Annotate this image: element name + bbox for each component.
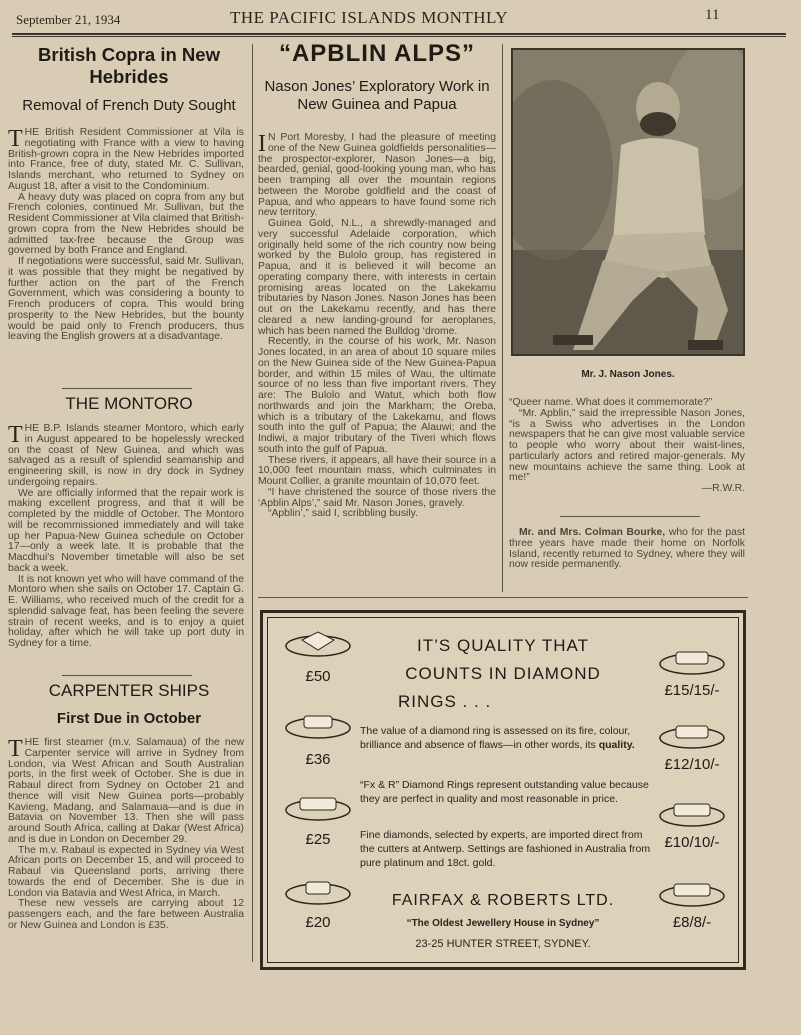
carpenter-article: THE first steamer (m.v. Salamaua) of the new Carpenter service will arrive in Sydney from London, via West African and South Australian ports, in the first week of October. She is due in Rabaul direct from Sydney on October 21 and thence will visit New Guinea ports—probably Kavieng, Madang, and Salamaua—and is due in Batavia on November 13. Then she will pass around South Africa, calling at Dakar (West Africa) and is due in London on December 29. The m.v. Rabaul is expected in Sydney via West African ports on December 15, and will proceed to Rabaul via Queensland ports, arriving there towards the end of December. She is due in London via Batavia and West Africa, in March. These new vessels are carrying about 12 passengers each, and the fare between Australia or New Guinea and London is £35. [8,736,244,931]
diamond-ring-advertisement [260,610,746,970]
ring-icon [652,644,732,684]
copra-headline: British Copra in New Hebrides [38,44,220,87]
ring-price: £8/8/- [672,914,712,931]
carpenter-headline: CARPENTER SHIPS [48,681,210,700]
ad-paragraph-value: The value of a diamond ring is assessed on its fire, colour, brilliance and absence of flaws—in other words, its quality. [360,725,635,751]
alps-headline: “APBLIN ALPS” [278,40,476,67]
alps-dropcap: I [258,131,266,157]
issue-date: September 21, 1934 [16,12,121,27]
ad-headline-1: IT’S QUALITY THAT [417,636,589,655]
ad-headline-3: RINGS . . . [398,692,492,711]
section-divider [62,675,192,676]
ring-price: £10/10/- [664,834,720,851]
carpenter-subheadline: First Due in October [56,710,202,727]
ring-icon [652,718,732,758]
section-divider [560,516,700,517]
ad-headline-2: COUNTS IN DIAMOND [405,664,601,683]
ring-price: £25 [305,831,331,848]
alps-article: I N Port Moresby, I had the pleasure of meeting one of the New Guinea goldfields personalities—the prospector-explorer, Nason Jones—a big, bearded, genial, good-looking young man, who has been tramping all over the mountain regions between the Morobe goldfield and the coast of Papua, and who appears to have found some rich new territory. Guinea Gold, N.L., a shrewdly-managed and very successful Adelaide corporation, which originally held some of the rich country now being worked by the Bulolo group, has registered in Papua, and it is believed it will become an operating company there, with interests in certain promising areas located on the Lakekamu tributaries by Nason Jones. Nason Jones has been out on the Lakekamu recently, and has there cleared a new landing-ground for aeroplanes, which has been named the Bulldog ‘drome. Recently, in the course of his work, Mr. Nason Jones located, in an area of about 10 square miles on the New Guinea side of the New Guinea-Papua border, and within 15 miles of Wau, the ultimate source of no less than five important rivers. They are: The Bulolo and Watut, which both flow northwards and join the Markham; the Oreba, which is a tributary of the Lakekamu, and flows south into the gulf of Papua; the Alauwi; and the Indiwi, a major tributary of the Tiveri which flows south into the gulf of Papua. These rivers, it appears, all have their source in a 10,000 feet mountain mass, which culminates in Mount Collier, a granite mountain of 10,070 feet. “I have christened the source of those rivers the ‘Apblin Alps’,” said Mr. Nason Jones, gravely. “Apblin’,” said I, scribbling busily. [258,131,496,520]
ad-company-name: FAIRFAX & ROBERTS LTD. [391,892,615,909]
ad-top-rule [258,597,748,598]
copra-article: THE British Resident Commissioner at Vila is negotiating with France with a view to having British-grown copra in the New Hebrides imported into France, free of duty, stated Mr. C. Sullivan, Islands merchant, who returned to Sydney on August 18, after a visit to the Condominium. A heavy duty was placed on copra from any but French colonies, continued Mr. Sullivan, but the Resident Commissioner at Vila claimed that British-grown copra from the New Hebrides should be admitted tax-free because the Group was governed by both France and England. If negotiations were successful, said Mr. Sullivan, it was possible that they might be negatived by further action on the part of the French Government, which was considering a bounty to French producers of copra. This would bring prosperity to the New Hebrides, but the bounty would be paid only to French producers, thus leaving the English growers at a disadvantage. [8,126,244,343]
ring-icon [652,876,732,916]
copra-subheadline: Removal of French Duty Sought [22,97,236,114]
ring-icon [278,626,358,666]
montoro-dropcap: T [8,422,23,448]
montoro-article: THE B.P. Islands steamer Montoro, which early in August appeared to be hopelessly wrecked on the coast of New Guinea, and which was salvaged as a result of splendid seamanship and engineering skill, is now in dry dock in Sydney undergoing repairs. We are officially informed that the repair work is making excellent progress, and that it will be completed by the middle of October. The Montoro will be recommissioned immediately and will take up her Papua-New Guinea schedule on October 17—only a week late. It is probable that the Macdhui's November timetable will also be set back a week. It is not known yet who will have command of the Montoro when she sails on October 17. Captain G. E. Williams, who received much of the credit for a splendid salvage feat, has been feeling the severe strain of recent weeks, and is to enjoy a quiet holiday, after which he will take up port duty in Sydney for a time. [8,422,244,649]
ad-address: 23-25 HUNTER STREET, SYDNEY. [415,938,591,950]
photo-caption: Mr. J. Nason Jones. [581,369,675,380]
alps-subheadline: Nason Jones’ Exploratory Work in New Guinea and Papua [264,78,490,113]
header-rule [12,33,786,35]
alps-continued: “Queer name. What does it commemorate?” “Mr. Apblin,” said the irrepressible Nason Jones, “is a Swiss who advertises in the London newspapers that he can give most valuable service to people who worry about their waist-lines, particularly actors and retired major-generals. My new mountains achieve the same thing. Look at me!” —R.W.R. [509,397,745,494]
section-divider [62,388,192,389]
column-divider-left [252,44,253,962]
ad-paragraph-rings: “Fx & R” Diamond Rings represent outstanding value because they are perfect in quality and most reasonable in price. [360,779,649,805]
copra-dropcap: T [8,126,23,152]
ad-tagline: “The Oldest Jewellery House in Sydney” [406,918,600,929]
ring-icon [652,796,732,836]
ring-price: £20 [305,914,331,931]
ring-icon [278,790,358,830]
ring-icon [278,708,358,748]
bourke-note: Mr. and Mrs. Colman Bourke, who for the past three years have made their home on Norfolk Island, recently returned to Sydney, where they will now reside permanently. [509,527,745,571]
portrait-photo [511,48,745,356]
article-signature: —R.W.R. [701,483,745,494]
ring-price: £12/10/- [664,756,720,773]
magazine-title: THE PACIFIC ISLANDS MONTHLY [230,8,508,27]
ad-paragraph-diamonds: Fine diamonds, selected by experts, are imported direct from the cutters at Antwerp. Settings are fashioned in Australia from pure platinum and 18ct. gold. [360,829,651,869]
header-rule-thin [12,36,786,37]
montoro-headline: THE MONTORO [65,394,193,413]
ring-icon [278,874,358,914]
ring-price: £36 [305,751,331,768]
ring-price: £15/15/- [664,682,720,699]
portrait-illustration [513,50,743,354]
ring-price: £50 [305,668,331,685]
page-number: 11 [705,7,720,23]
column-divider-right [502,44,503,592]
carpenter-dropcap: T [8,736,23,762]
